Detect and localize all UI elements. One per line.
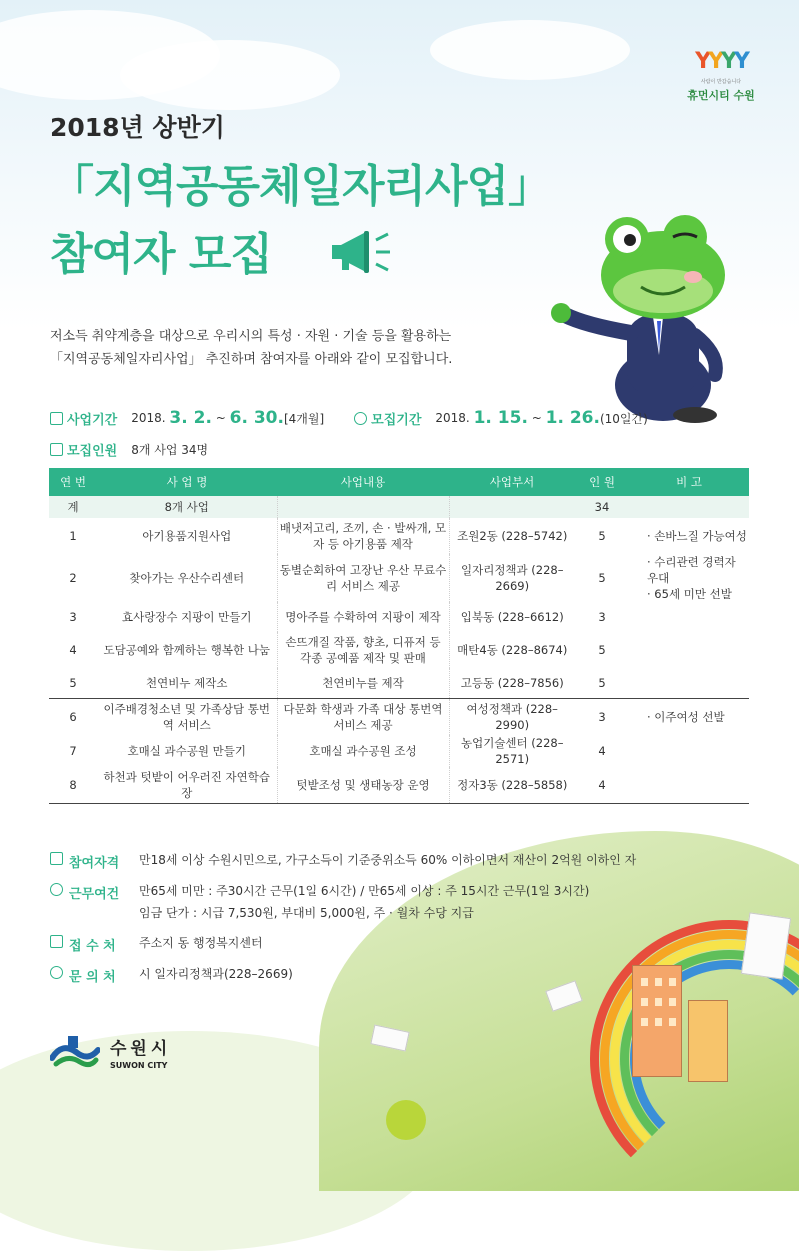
intro-line: 저소득 취약계층을 대상으로 우리시의 특성 · 자원 · 기술 등을 활용하는	[50, 329, 452, 344]
col-header: 연 번	[49, 468, 97, 496]
recruit-table	[49, 468, 749, 804]
headcount-value: 8개 사업 34명	[131, 443, 209, 457]
cell-note	[629, 602, 749, 632]
recruit-end: 1. 26.	[545, 408, 600, 428]
col-header: 인 원	[575, 468, 629, 496]
cell-dept: 입북동 (228–6612)	[460, 610, 564, 624]
year-title: 2018년 상반기	[50, 113, 225, 142]
headcount-label: 모집인원	[67, 444, 118, 459]
cell-note: · 이주여성 선발	[629, 699, 749, 736]
cloud-shape	[430, 20, 630, 80]
cell-dept	[449, 496, 575, 518]
cell-name: 효사랑장수 지팡이 만들기	[97, 602, 277, 632]
recruit-note: (10일간)	[599, 411, 648, 426]
recruit-tilde: ~	[531, 411, 542, 425]
ball-illustration	[386, 1100, 426, 1140]
cell-count: 4	[575, 767, 629, 804]
cell-name: 천연비누 제작소	[97, 668, 277, 699]
qualification-row	[50, 852, 636, 871]
cell-note	[629, 668, 749, 699]
building-illustration	[688, 1000, 728, 1082]
cell-name: 호매실 과수공원 만들기	[97, 735, 277, 767]
cell-note	[629, 632, 749, 668]
cell-name: 이주배경청소년 및 가족상담 통번역 서비스	[97, 699, 277, 736]
col-header: 사 업 명	[97, 468, 277, 496]
recruit-prefix: 2018.	[435, 411, 470, 425]
city-name-english: SUWON CITY	[110, 1061, 168, 1070]
cell-content: 손뜨개질 작품, 향초, 디퓨저 등 각종 공예품 제작 및 판매	[277, 632, 449, 668]
page-subtitle: 참여자 모집	[50, 229, 272, 280]
cell-count: 5	[598, 529, 606, 543]
cell-content: 텃밭조성 및 생태농장 운영	[277, 767, 449, 804]
search-icon	[354, 412, 367, 425]
suwon-city-mark-icon	[50, 1034, 100, 1070]
table-row	[49, 554, 749, 602]
period-prefix: 2018.	[131, 411, 166, 425]
people-icon: YYYY	[695, 49, 747, 74]
cell-dept: 매탄4동 (228–8674)	[457, 643, 568, 657]
intro-line: 「지역공동체일자리사업」 추진하며 참여자를 아래와 같이 모집합니다.	[50, 352, 453, 367]
cell-content: 명아주를 수확하여 지팡이 제작	[277, 602, 449, 632]
city-name-korean: 수원시	[110, 1039, 172, 1059]
cell-no: 3	[69, 610, 77, 624]
cell-dept: 정자3동 (228–5858)	[449, 767, 575, 804]
conditions-line: 만65세 미만 : 주30시간 근무(1일 6시간) / 만65세 이상 : 주 15시간 근무(1일 3시간)	[139, 884, 590, 898]
table-row	[49, 518, 749, 554]
logo-tagline: 사람이 반갑습니다	[700, 79, 742, 85]
period-note: [4개월]	[283, 411, 325, 426]
period-end: 6. 30.	[229, 408, 284, 428]
period-tilde: ~	[215, 411, 226, 425]
reception-label: 접 수 처	[69, 939, 116, 954]
cell-count: 5	[598, 676, 606, 690]
pen-icon	[50, 935, 63, 948]
conditions-label: 근무여건	[69, 887, 120, 902]
conditions-value	[139, 880, 589, 924]
document-icon	[50, 852, 63, 865]
table-row	[49, 767, 749, 804]
cell-no: 1	[69, 529, 77, 543]
inquiry-label: 문 의 처	[69, 970, 116, 985]
cell-name: 찾아가는 우산수리센터	[97, 554, 277, 602]
cell-note	[629, 767, 749, 804]
cell-name: 도담공예와 함께하는 행복한 나눔	[97, 632, 277, 668]
reception-value: 주소지 동 행정복지센터	[139, 936, 263, 950]
cell-name: 하천과 텃밭이 어우러진 자연학습장	[97, 767, 277, 804]
reception-row	[50, 935, 263, 954]
cell-count: 5	[598, 643, 606, 657]
cell-no: 4	[69, 643, 77, 657]
cell-no: 7	[69, 744, 77, 758]
building-illustration	[632, 965, 682, 1077]
cell-dept: 농업기술센터 (228–2571)	[461, 736, 564, 766]
suwon-city-logo	[50, 1034, 171, 1070]
megaphone-icon	[330, 228, 396, 276]
cell-count: 3	[598, 610, 606, 624]
paper-illustration	[741, 912, 791, 979]
recruit-period-label: 모집기간	[371, 412, 422, 428]
col-header: 사업부서	[449, 468, 575, 496]
cell-count: 4	[598, 744, 606, 758]
people-search-icon	[50, 443, 63, 456]
intro-text	[50, 325, 520, 371]
cell-count: 34	[575, 496, 629, 518]
cell-count: 3	[575, 699, 629, 736]
inquiry-value: 시 일자리정책과(228–2669)	[139, 967, 293, 981]
calendar-icon	[50, 412, 63, 425]
cell-note: · 손바느질 가능여성	[647, 529, 747, 543]
cell-content: 천연비누를 제작	[277, 668, 449, 699]
col-header: 비 고	[629, 468, 749, 496]
period-label: 사업기간	[67, 412, 118, 428]
conditions-row	[50, 883, 589, 924]
cell-dept: 여성정책과 (228–2990)	[449, 699, 575, 736]
table-row	[49, 735, 749, 767]
cell-name: 아기용품지원사업	[97, 518, 277, 554]
col-header: 사업내용	[277, 468, 449, 496]
cell-content: 호매실 과수공원 조성	[277, 735, 449, 767]
phone-icon	[50, 966, 63, 979]
cell-no: 2	[69, 571, 77, 585]
cell-dept: 조원2동 (228–5742)	[457, 529, 568, 543]
inquiry-row	[50, 966, 293, 985]
table-row	[49, 668, 749, 699]
cell-note: · 수리관련 경력자 우대 · 65세 미만 선발	[647, 555, 736, 601]
frog-mascot-illustration	[545, 205, 745, 425]
cloud-shape	[120, 40, 340, 110]
cell-no: 8	[49, 767, 97, 804]
qualification-value: 만18세 이상 수원시민으로, 가구소득이 기준중위소득 60% 이하이면서 재산이 2억원 이하인 자	[139, 853, 637, 867]
conditions-line: 임금 단가 : 시급 7,530원, 부대비 5,000원, 주 · 월차 수당 지급	[139, 906, 474, 920]
table-header-row	[49, 468, 749, 496]
logo-name: 휴먼시티 수원	[687, 89, 755, 102]
cell-note	[629, 496, 749, 518]
cell-content: 다문화 학생과 가족 대상 통번역 서비스 제공	[277, 699, 449, 736]
qualification-label: 참여자격	[69, 856, 120, 871]
cell-no: 6	[49, 699, 97, 736]
headcount-row	[50, 440, 208, 459]
cell-name: 8개 사업	[97, 496, 277, 518]
table-row	[49, 602, 749, 632]
cell-count: 5	[598, 571, 606, 585]
period-start: 3. 2.	[169, 408, 212, 428]
cell-content	[277, 496, 449, 518]
humancity-logo	[681, 50, 761, 103]
cell-dept: 고등동 (228–7856)	[460, 676, 564, 690]
recruit-start: 1. 15.	[473, 408, 528, 428]
period-row	[50, 408, 648, 428]
cell-no: 5	[69, 676, 77, 690]
table-row	[49, 632, 749, 668]
page-title: 「지역공동체일자리사업」	[50, 161, 552, 212]
cell-no: 계	[49, 496, 97, 518]
table-total-row	[49, 496, 749, 518]
table-row	[49, 699, 749, 736]
cell-content: 동별순회하여 고장난 우산 무료수리 서비스 제공	[277, 554, 449, 602]
money-bag-icon	[50, 883, 63, 896]
cell-dept: 일자리정책과 (228–2669)	[461, 563, 564, 593]
cell-content: 배냇저고리, 조끼, 손 · 발싸개, 모자 등 아기용품 제작	[277, 518, 449, 554]
cell-note	[629, 735, 749, 767]
